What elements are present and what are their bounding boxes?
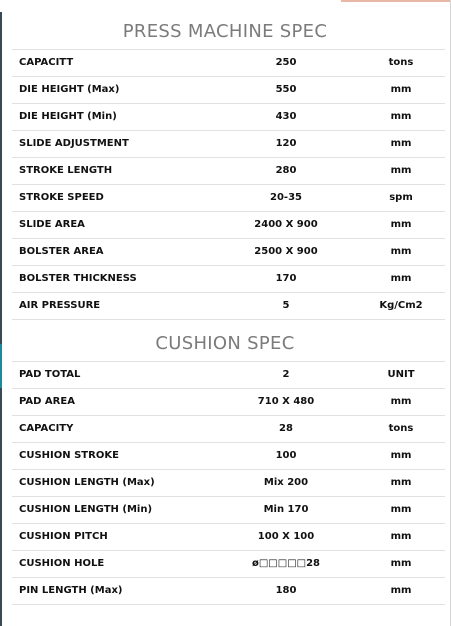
top-accent-bar xyxy=(341,0,451,2)
spec-name: CUSHION HOLE xyxy=(12,551,215,578)
spec-name: CUSHION STROKE xyxy=(12,443,215,470)
spec-name: STROKE SPEED xyxy=(12,185,215,212)
spec-value: 100 xyxy=(215,443,357,470)
spec-name: CAPACITY xyxy=(12,416,215,443)
spec-value: ø□□□□□28 xyxy=(215,551,357,578)
spec-unit: Kg/Cm2 xyxy=(357,293,445,320)
table-row xyxy=(12,185,445,212)
table-row xyxy=(12,212,445,239)
spec-name: SLIDE ADJUSTMENT xyxy=(12,131,215,158)
press-spec-title: PRESS MACHINE SPEC xyxy=(122,21,328,42)
spec-unit: tons xyxy=(357,416,445,443)
left-border xyxy=(0,12,2,626)
table-row xyxy=(12,158,445,185)
spec-unit: mm xyxy=(357,104,445,131)
spec-unit: mm xyxy=(357,524,445,551)
spec-value: Min 170 xyxy=(215,497,357,524)
spec-value: 280 xyxy=(215,158,357,185)
spec-name: CUSHION LENGTH (Max) xyxy=(12,470,215,497)
spec-name: PIN LENGTH (Max) xyxy=(12,578,215,605)
spec-value: 2 xyxy=(215,362,357,389)
table-row xyxy=(12,416,445,443)
spec-unit: mm xyxy=(357,497,445,524)
spec-value: 28 xyxy=(215,416,357,443)
spec-unit: mm xyxy=(357,266,445,293)
spec-unit: mm xyxy=(357,158,445,185)
spec-name: AIR PRESSURE xyxy=(12,293,215,320)
table-row xyxy=(12,497,445,524)
spec-value: 710 X 480 xyxy=(215,389,357,416)
spec-value: 5 xyxy=(215,293,357,320)
table-row xyxy=(12,104,445,131)
spec-unit: mm xyxy=(357,389,445,416)
spec-unit: mm xyxy=(357,77,445,104)
table-row xyxy=(12,266,445,293)
spec-name: CUSHION PITCH xyxy=(12,524,215,551)
table-row xyxy=(12,524,445,551)
spec-value: Mix 200 xyxy=(215,470,357,497)
spec-value: 120 xyxy=(215,131,357,158)
spec-name: PAD TOTAL xyxy=(12,362,215,389)
table-row xyxy=(12,578,445,605)
spec-value: 250 xyxy=(215,50,357,77)
spec-unit: UNIT xyxy=(357,362,445,389)
cushion-spec-title: CUSHION SPEC xyxy=(155,333,295,354)
spec-name: SLIDE AREA xyxy=(12,212,215,239)
spec-value: 20-35 xyxy=(215,185,357,212)
spec-unit: mm xyxy=(357,551,445,578)
spec-unit: mm xyxy=(357,470,445,497)
spec-name: CUSHION LENGTH (Min) xyxy=(12,497,215,524)
spec-value: 170 xyxy=(215,266,357,293)
spec-value: 2400 X 900 xyxy=(215,212,357,239)
spec-unit: mm xyxy=(357,131,445,158)
spec-unit: mm xyxy=(357,578,445,605)
table-row xyxy=(12,239,445,266)
spec-value: 100 X 100 xyxy=(215,524,357,551)
spec-unit: mm xyxy=(357,239,445,266)
spec-unit: spm xyxy=(357,185,445,212)
spec-value: 2500 X 900 xyxy=(215,239,357,266)
table-row xyxy=(12,443,445,470)
spec-name: DIE HEIGHT (Min) xyxy=(12,104,215,131)
table-row xyxy=(12,50,445,77)
table-row xyxy=(12,389,445,416)
table-row xyxy=(12,293,445,320)
table-row xyxy=(12,77,445,104)
spec-name: PAD AREA xyxy=(12,389,215,416)
spec-unit: mm xyxy=(357,443,445,470)
spec-name: BOLSTER THICKNESS xyxy=(12,266,215,293)
spec-name: BOLSTER AREA xyxy=(12,239,215,266)
spec-unit: tons xyxy=(357,50,445,77)
table-row xyxy=(12,551,445,578)
cushion-spec-table xyxy=(12,361,445,605)
table-row xyxy=(12,362,445,389)
table-row xyxy=(12,470,445,497)
table-row xyxy=(12,131,445,158)
spec-value: 430 xyxy=(215,104,357,131)
spec-name: CAPACITT xyxy=(12,50,215,77)
left-border-accent xyxy=(0,344,2,388)
spec-unit: mm xyxy=(357,212,445,239)
spec-name: STROKE LENGTH xyxy=(12,158,215,185)
spec-value: 550 xyxy=(215,77,357,104)
spec-name: DIE HEIGHT (Max) xyxy=(12,77,215,104)
press-spec-table xyxy=(12,49,445,320)
spec-value: 180 xyxy=(215,578,357,605)
